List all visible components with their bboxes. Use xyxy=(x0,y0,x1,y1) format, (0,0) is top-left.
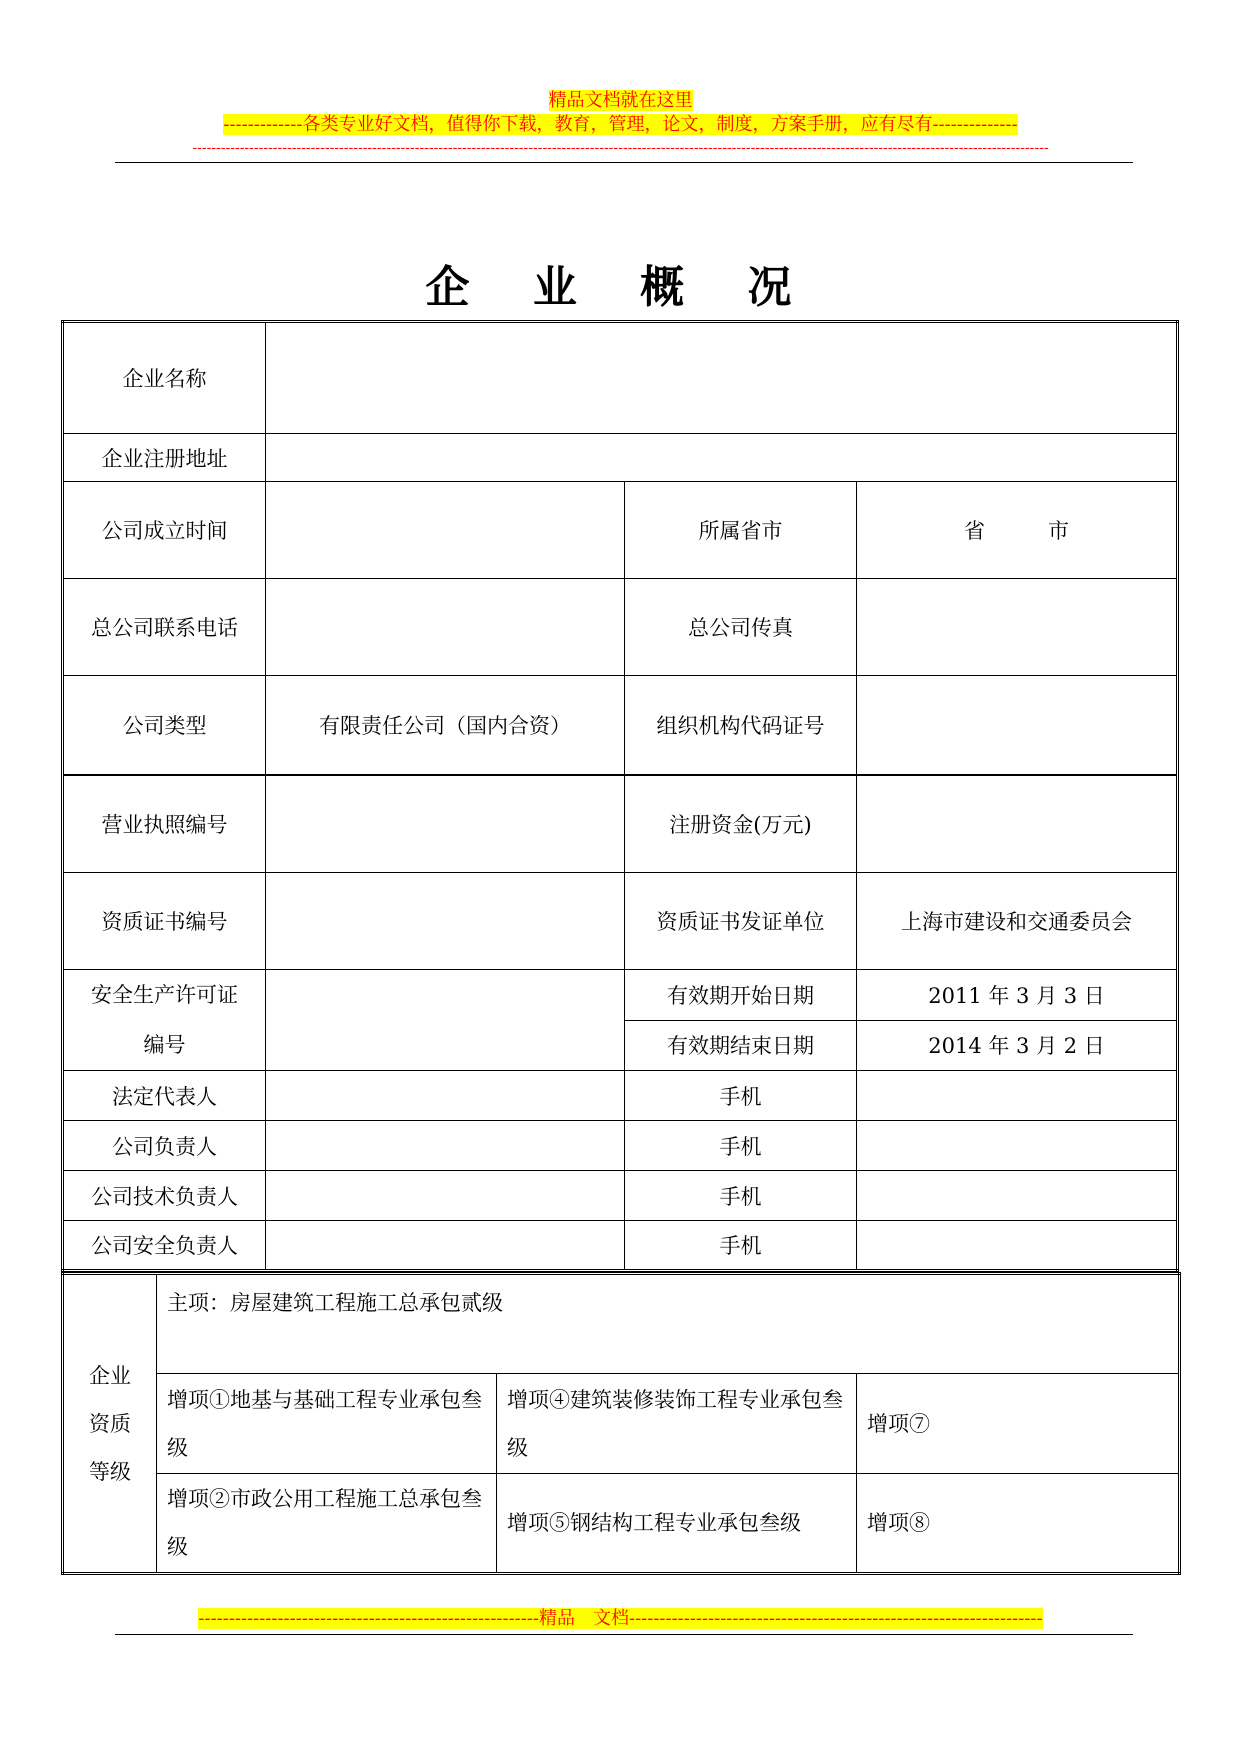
header-rule xyxy=(115,162,1133,163)
qualification-item-5[interactable]: 增项⑤钢结构工程专业承包叁级 xyxy=(497,1474,857,1574)
valid-end-label: 有效期结束日期 xyxy=(625,1020,857,1071)
qualification-label-line3: 等级 xyxy=(89,1459,131,1484)
valid-start-field[interactable]: 2011 年 3 月 3 日 xyxy=(857,970,1178,1021)
org-code-field[interactable] xyxy=(857,676,1178,775)
qualification-table xyxy=(61,1272,1181,1575)
valid-start-label: 有效期开始日期 xyxy=(625,970,857,1021)
qualification-item-8[interactable]: 增项⑧ xyxy=(857,1474,1180,1574)
mobile-field[interactable] xyxy=(857,1221,1178,1271)
fax-label: 总公司传真 xyxy=(625,579,857,676)
mobile-field[interactable] xyxy=(857,1171,1178,1221)
company-name-label: 企业名称 xyxy=(63,322,266,434)
qualification-main-field[interactable]: 主项：房屋建筑工程施工总承包贰级 xyxy=(157,1274,1180,1374)
founded-field[interactable] xyxy=(266,482,625,579)
reg-address-label: 企业注册地址 xyxy=(63,434,266,482)
row-type xyxy=(63,676,1178,775)
reg-address-field[interactable] xyxy=(266,434,1178,482)
cert-no-label: 资质证书编号 xyxy=(63,873,266,970)
qualification-label-line2: 资质 xyxy=(89,1411,131,1436)
person-label: 公司负责人 xyxy=(63,1121,266,1171)
cert-issuer-field[interactable]: 上海市建设和交通委员会 xyxy=(857,873,1178,970)
row-person xyxy=(63,1121,1178,1171)
row-qual-main xyxy=(63,1274,1180,1374)
phone-field[interactable] xyxy=(266,579,625,676)
row-person xyxy=(63,1071,1178,1121)
safety-permit-label-line2: 编号 xyxy=(143,1033,186,1057)
row-person xyxy=(63,1171,1178,1221)
row-license xyxy=(63,775,1178,873)
cert-no-field[interactable] xyxy=(266,873,625,970)
row-qual-items-b xyxy=(63,1474,1180,1574)
province-field[interactable]: 省 市 xyxy=(857,482,1178,579)
mobile-field[interactable] xyxy=(857,1071,1178,1121)
mobile-label: 手机 xyxy=(625,1071,857,1121)
qualification-item-2[interactable]: 增项②市政公用工程施工总承包叁级 xyxy=(157,1474,497,1574)
person-name-field[interactable] xyxy=(266,1071,625,1121)
capital-label: 注册资金(万元) xyxy=(625,775,857,873)
person-label: 公司安全负责人 xyxy=(63,1221,266,1271)
row-reg-address xyxy=(63,434,1178,482)
province-label: 所属省市 xyxy=(625,482,857,579)
footer-banner xyxy=(0,1608,1241,1630)
person-name-field[interactable] xyxy=(266,1121,625,1171)
person-name-field[interactable] xyxy=(266,1221,625,1271)
row-company-name xyxy=(63,322,1178,434)
page-title: 企 业 概 况 xyxy=(425,262,816,313)
founded-label: 公司成立时间 xyxy=(63,482,266,579)
header-banner-text1: 精品文档就在这里 xyxy=(548,90,693,111)
org-code-label: 组织机构代码证号 xyxy=(625,676,857,775)
row-cert xyxy=(63,873,1178,970)
footer-rule xyxy=(115,1634,1133,1635)
safety-permit-label-line1: 安全生产许可证 xyxy=(91,983,238,1007)
type-label: 公司类型 xyxy=(63,676,266,775)
company-info-table xyxy=(61,320,1179,1272)
license-no-label: 营业执照编号 xyxy=(63,775,266,873)
mobile-label: 手机 xyxy=(625,1121,857,1171)
header-dash-line: ------------------------------------------------------------------------------------------------------------------------------------------------------------------------------------- xyxy=(192,140,1049,156)
mobile-field[interactable] xyxy=(857,1121,1178,1171)
qualification-item-4[interactable]: 增项④建筑装修装饰工程专业承包叁级 xyxy=(497,1374,857,1474)
row-safety-start xyxy=(63,970,1178,1021)
type-field[interactable]: 有限责任公司（国内合资） xyxy=(266,676,625,775)
qualification-label xyxy=(63,1274,157,1574)
header-banner-line1 xyxy=(0,90,1241,112)
person-label: 公司技术负责人 xyxy=(63,1171,266,1221)
phone-label: 总公司联系电话 xyxy=(63,579,266,676)
qualification-label-line1: 企业 xyxy=(89,1363,131,1388)
valid-end-field[interactable]: 2014 年 3 月 2 日 xyxy=(857,1020,1178,1071)
row-qual-items-a xyxy=(63,1374,1180,1474)
company-name-field[interactable] xyxy=(266,322,1178,434)
footer-banner-text: --------------------------------------------------------精品 文档-------------------------------------------------------------------- xyxy=(198,1608,1043,1629)
mobile-label: 手机 xyxy=(625,1221,857,1271)
row-founded xyxy=(63,482,1178,579)
safety-permit-label xyxy=(63,970,266,1071)
row-phone xyxy=(63,579,1178,676)
header-banner-line2 xyxy=(0,114,1241,136)
person-label: 法定代表人 xyxy=(63,1071,266,1121)
license-no-field[interactable] xyxy=(266,775,625,873)
person-name-field[interactable] xyxy=(266,1171,625,1221)
qualification-item-1[interactable]: 增项①地基与基础工程专业承包叁级 xyxy=(157,1374,497,1474)
fax-field[interactable] xyxy=(857,579,1178,676)
mobile-label: 手机 xyxy=(625,1171,857,1221)
cert-issuer-label: 资质证书发证单位 xyxy=(625,873,857,970)
header-banner-text2: -------------各类专业好文档，值得你下载，教育，管理，论文，制度，方案手册，应有尽有-------------- xyxy=(223,114,1018,135)
capital-field[interactable] xyxy=(857,775,1178,873)
qualification-item-7[interactable]: 增项⑦ xyxy=(857,1374,1180,1474)
safety-permit-field[interactable] xyxy=(266,970,625,1071)
row-person xyxy=(63,1221,1178,1271)
